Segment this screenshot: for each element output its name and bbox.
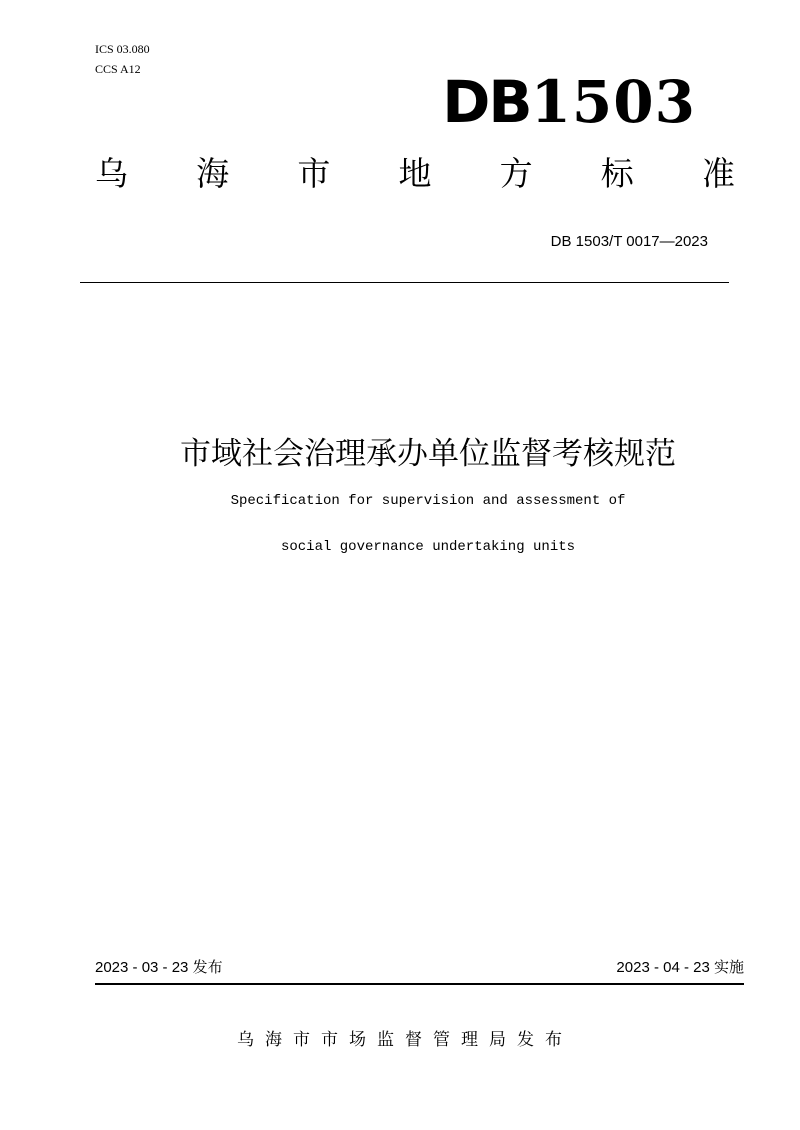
issue-date: 2023 - 03 - 23 发布 bbox=[95, 959, 223, 976]
title-english-line-2: social governance undertaking units bbox=[280, 539, 576, 555]
logo-db-letters: DB bbox=[442, 68, 531, 136]
ccs-code: CCS A12 bbox=[95, 62, 141, 76]
standard-type-char: 地 bbox=[398, 154, 432, 193]
footer-divider bbox=[95, 983, 744, 985]
ics-code: ICS 03.080 bbox=[95, 42, 150, 56]
db-logo bbox=[442, 70, 696, 134]
standard-type-char: 标 bbox=[600, 154, 634, 193]
header-divider bbox=[80, 282, 729, 283]
title-chinese: 市域社会治理承办单位监督考核规范 bbox=[180, 436, 676, 472]
standard-type-char: 海 bbox=[196, 154, 230, 193]
standard-number: DB 1503/T 0017—2023 bbox=[550, 233, 708, 250]
standard-type-char: 乌 bbox=[95, 154, 128, 193]
standard-type-heading bbox=[95, 152, 735, 196]
logo-region-code: 1503 bbox=[530, 68, 696, 136]
standard-type-char: 方 bbox=[499, 154, 533, 193]
standard-type-char: 准 bbox=[701, 154, 735, 193]
title-english-line-1: Specification for supervision and assessment of bbox=[230, 493, 626, 509]
standard-type-char: 市 bbox=[297, 154, 331, 193]
publisher: 乌海市市场监督管理局发布 bbox=[237, 1030, 573, 1050]
implementation-date: 2023 - 04 - 23 实施 bbox=[616, 959, 744, 976]
